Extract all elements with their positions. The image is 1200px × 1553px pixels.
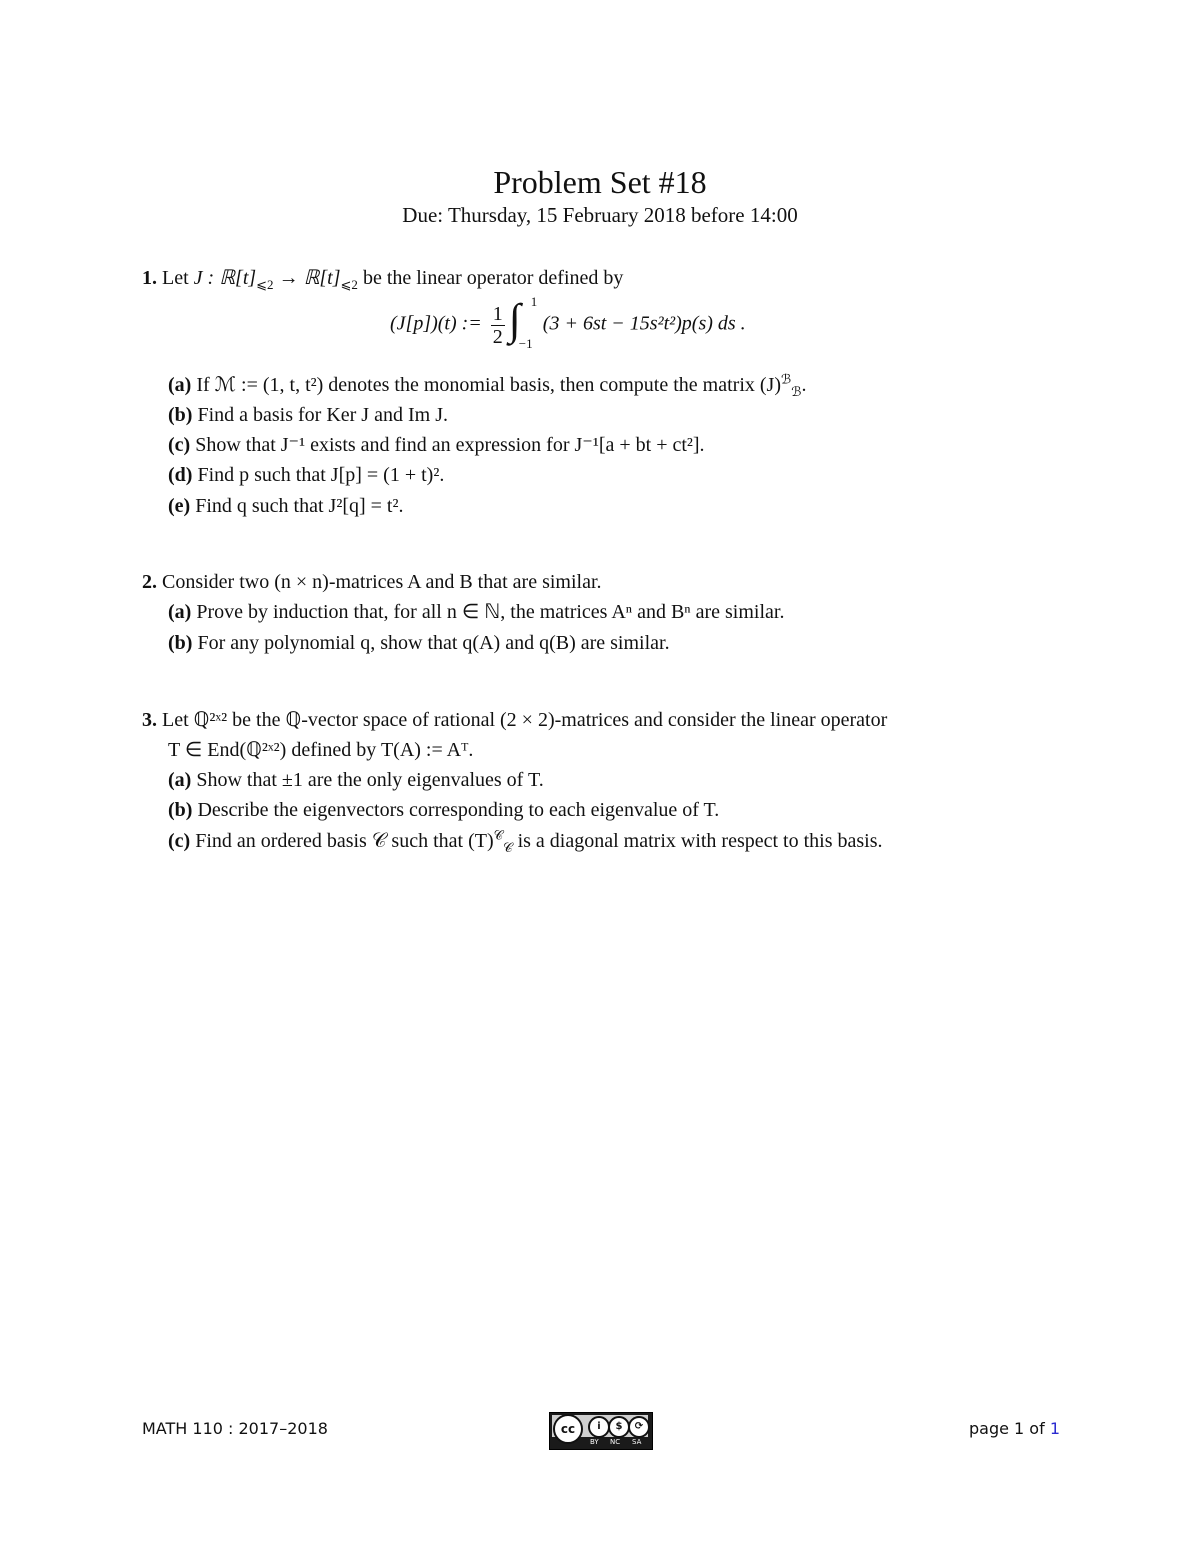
problem-1e: (e) Find q such that J²[q] = t². [168, 495, 404, 517]
integral-sign: ∫ 1 −1 [508, 294, 538, 351]
problem-3b: (b) Describe the eigenvectors corresponding to each eigenvalue of T. [168, 799, 720, 821]
problem-2-intro: 2. Consider two (n × n)-matrices A and B that are similar. [142, 571, 602, 593]
problem-2b: (b) For any polynomial q, show that q(A) and q(B) are similar. [168, 632, 670, 654]
problem-1-intro: 1. Let J : $ℝ[t]_{⩽2}$ → $ℝ[t]_{⩽2}$ be the linear operator defined by [142, 267, 624, 292]
problem-1a: (a) If ℳ := (1, t, t²) denotes the monomial basis, then compute the matrix $(J)^ℬ_ℬ$. [168, 371, 807, 399]
problem-3-intro-cont: T ∈ End(ℚ²ˣ²) defined by T(A) := Aᵀ. [168, 739, 474, 761]
problem-3c: (c) Find an ordered basis 𝒞 such that $(T)^𝒞_𝒞$ is a diagonal matrix with respect to this basis. [168, 827, 883, 855]
nc-icon: $ [608, 1416, 630, 1438]
page-title: Problem Set #18 [493, 164, 707, 200]
cc-icon: cc [553, 1414, 583, 1444]
by-label: BY [590, 1438, 599, 1446]
sa-icon: ⟳ [628, 1416, 650, 1438]
problem-number: 1. [142, 267, 157, 289]
page-number: page 1 of 1 [968, 1419, 1060, 1438]
problem-number: 2. [142, 571, 157, 593]
problem-1b: (b) Find a basis for Ker J and Im J. [168, 404, 448, 426]
nc-label: NC [610, 1438, 621, 1446]
problem-3a: (a) Show that ±1 are the only eigenvalues of T. [168, 769, 544, 791]
due-date: Due: Thursday, 15 February 2018 before 14:00 [402, 203, 798, 227]
problem-1d: (d) Find p such that J[p] = (1 + t)². [168, 464, 445, 486]
fraction: $\frac{1}{2}$ [492, 302, 503, 348]
display-equation: (J[p])(t) := $\frac{1}{2}$ ∫ 1 −1 (3 + 6st − 15s²t²)p(s) ds . [390, 294, 746, 351]
problem-2a: (a) Prove by induction that, for all n ∈ ℕ, the matrices Aⁿ and Bⁿ are similar. [168, 601, 785, 623]
problem-1c: (c) Show that J⁻¹ exists and find an expression for J⁻¹[a + bt + ct²]. [168, 434, 705, 456]
by-icon: i [588, 1416, 610, 1438]
problem-number: 3. [142, 709, 157, 731]
course-label: MATH 110 : 2017–2018 [142, 1419, 328, 1438]
page-total-link[interactable]: 1 [1049, 1419, 1060, 1438]
cc-license-badge[interactable] [549, 1412, 653, 1450]
problem-3-intro: 3. Let ℚ²ˣ² be the ℚ-vector space of rational (2 × 2)-matrices and consider the linear operator [142, 709, 888, 731]
sa-label: SA [632, 1438, 642, 1446]
